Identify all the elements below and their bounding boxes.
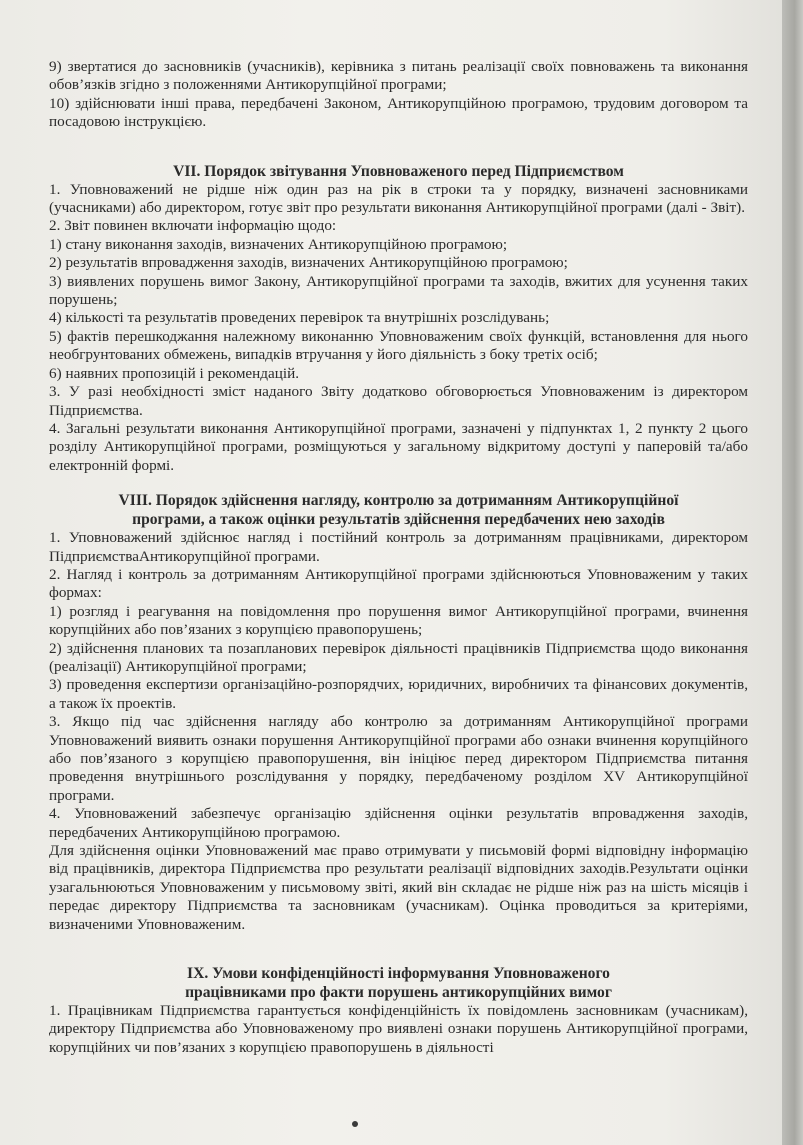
s9-paragraph: 1. Працівникам Підприємства гарантується конфіденційність їх повідомлень засновникам (учасникам), директору Підприємства або Уповноваженому про виявлені ознаки порушень Антикорупційної програми, корупційних чи пов’язаних з корупцією правопорушень в діяльності — [49, 1002, 748, 1056]
section-8-title-line-1: VIII. Порядок здійснення нагляду, контролю за дотриманням Антикорупційної — [118, 492, 679, 510]
s7-paragraph: 2) результатів впровадження заходів, визначених Антикорупційною програмою; — [49, 254, 568, 272]
section-9-title-line-1: IX. Умови конфіденційності інформування Уповноваженого — [187, 965, 610, 983]
scan-edge-shadow — [782, 0, 803, 1145]
s7-paragraph: 5) фактів перешкоджання належному виконанню Уповноваженим своїх функцій, встановлення для нього необгрунтованих обмежень, випадків втручання у його діяльність з боку третіх осіб; — [49, 327, 748, 364]
section-8-title-line-2: програми, а також оцінки результатів здійснення передбачених нею заходів — [132, 511, 665, 529]
intro-paragraph-2: 10) здійснювати інші права, передбачені Законом, Антикорупційною програмою, трудовим договором та посадовою інструкцією. — [49, 94, 748, 131]
s8-paragraph: 4. Уповноважений забезпечує організацію здійснення оцінки результатів впровадження заходів, передбачених Антикорупційною програмою. — [49, 805, 748, 841]
s7-paragraph: 1. Уповноважений не рідше ніж один раз на рік в строки та у порядку, визначені засновниками (учасниками) або директором, готує звіт про результати виконання Антикорупційної програми (далі - Звіт). — [49, 180, 748, 217]
s7-paragraph: 2. Звіт повинен включати інформацію щодо: — [49, 217, 337, 235]
s8-paragraph: 2. Нагляд і контроль за дотриманням Антикорупційної програми здійснюються Уповноваженим у таких формах: — [49, 565, 748, 602]
s8-paragraph: Для здійснення оцінки Уповноважений має право отримувати у письмовій формі відповідну інформацію від працівників, директора Підприємства про результати реалізації відповідних заходів.Результати оцінки узагальнюються Уповноваженим у письмовому звіті, який він складає не рідше ніж раз на шість місяців і передає директору Підприємства та засновникам (учасникам). Оцінка проводиться за критеріями, визначеними Уповноваженим. — [49, 842, 748, 933]
section-8-body — [49, 529, 748, 934]
s7-paragraph: 3. У разі необхідності зміст наданого Звіту додатково обговорюється Уповноваженим із директором Підприємства. — [49, 383, 748, 419]
s7-paragraph: 4) кількості та результатів проведених перевірок та внутрішніх розслідувань; — [49, 309, 550, 327]
section-7-title: VII. Порядок звітування Уповноваженого перед Підприємством — [173, 162, 624, 180]
s7-paragraph: 1) стану виконання заходів, визначених Антикорупційною програмою; — [49, 235, 508, 253]
section-7-body — [49, 181, 748, 476]
intro-paragraph-1: 9) звертатися до засновників (учасників), керівника з питань реалізації своїх повноважень та виконання обов’язків згідно з положеннями Антикорупційної програми; — [49, 58, 748, 94]
page-mark — [352, 1121, 358, 1127]
s8-paragraph: 3) проведення експертизи організаційно-розпорядчих, юридичних, виробничих та фінансових документів, а також їх проектів. — [49, 676, 748, 712]
section-9-body — [49, 1002, 748, 1057]
s8-paragraph: 1) розгляд і реагування на повідомлення про порушення вимог Антикорупційної програми, вчинення корупційних або пов’язаних з корупцією правопорушень; — [49, 602, 748, 639]
s7-paragraph: 4. Загальні результати виконання Антикорупційної програми, зазначені у підпунктах 1, 2 пункту 2 цього розділу Антикорупційної програми, розміщуються у загальному відкритому доступі у паперовій та/або електронній формі. — [49, 419, 748, 474]
s8-paragraph: 3. Якщо під час здійснення нагляду або контролю за дотриманням Антикорупційної програми Уповноважений виявить ознаки порушення Антикорупційної програми або ознаки вчинення корупційного або пов’язаного з корупцією правопорушення, він ініціює перед директором Підприємства питання проведення внутрішнього розслідування у порядку, передбаченому розділом XV Антикорупційної програми. — [49, 713, 748, 804]
s8-paragraph: 1. Уповноважений здійснює нагляд і постійний контроль за дотриманням працівниками, директором ПідприємстваАнтикорупційної програми. — [49, 529, 748, 565]
s7-paragraph: 3) виявлених порушень вимог Закону, Антикорупційної програми та заходів, вжитих для усунення таких порушень; — [49, 272, 748, 309]
s7-paragraph: 6) наявних пропозицій і рекомендацій. — [49, 364, 300, 382]
section-9-title-line-2: працівниками про факти порушень антикорупційних вимог — [185, 984, 612, 1002]
s8-paragraph: 2) здійснення планових та позапланових перевірок діяльності працівників Підприємства щодо виконання (реалізації) Антикорупційної програми; — [49, 639, 748, 675]
